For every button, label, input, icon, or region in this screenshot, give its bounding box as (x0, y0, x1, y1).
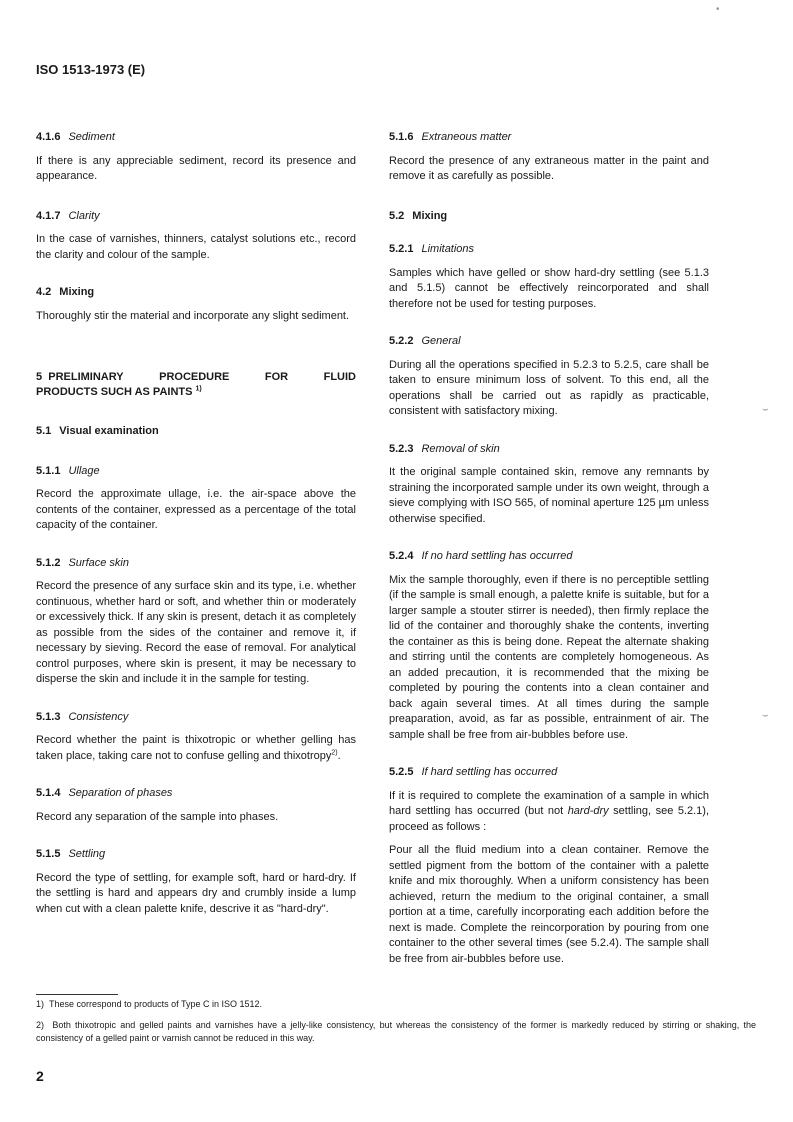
paragraph-5-1-6: Record the presence of any extraneous matter in the paint and remove it as carefully as possible. (389, 154, 709, 182)
paragraph-5-1-4: Record any separation of the sample into phases. (36, 810, 279, 823)
heading-5-2-2: 5.2.2 General (389, 335, 461, 347)
paragraph-5-2-5-b: Pour all the fluid medium into a clean container. Remove the settled pigment from the bottom of the container with a palette knife and mix thoroughly. When a uniform consistency has been achieved, return the medium to the original container, a small portion at a time, carefully incorporating each addition before the next is made. Complete the reincorporation by pouring from one container to the other several times (see 5.2.4). The sample shall be free from air-bubbles before use. (389, 844, 709, 965)
heading-4-1-6: 4.1.6 Sediment (36, 131, 115, 143)
paragraph-5-1-2: Record the presence of any surface skin and its type, i.e. whether continuous, whether hard or soft, and whether thin or moderately or excessively thick. If any skin is present, detach it as completely as possible from the sides of the container and remove it, if necessary by sieving. Record the ease of removal. For analytical control purposes, where skin is present, it may be necessary to disperse the skin and include it in the sample for testing. (36, 580, 356, 685)
paragraph-5-2-4: Mix the sample thoroughly, even if there is no perceptible settling (if the sample is small enough, a palette knife is suitable, but for a larger sample a stouter stirrer is needed), then firmly replace the lid of the container and thoroughly shake the contents, inverting the container as this is being done. Repeat the alternate shaking and stirring until the contents are completely homogeneous. As an added precaution, it is recommended that the mixing be completed by pouring the contents into a clean container and back again several times. At all times during the sample preaparation, avoid, as far as possible, entrainment of air. The sample shall be free from air-bubbles before use. (389, 573, 709, 741)
heading-5-2-5: 5.2.5 If hard settling has occurred (389, 766, 558, 778)
heading-4-2: 4.2 Mixing (36, 286, 95, 298)
document-header: ISO 1513-1973 (E) (36, 62, 146, 77)
heading-5-2: 5.2 Mixing (389, 209, 448, 222)
heading-5-1: 5.1 Visual examination (36, 425, 159, 437)
paragraph-5-2-1: Samples which have gelled or show hard-dry settling (see 5.1.3 and 5.1.5) cannot be effectively reincorporated and shall therefore not be used for testing purposes. (389, 266, 709, 310)
footnote-2: 2) Both thixotropic and gelled paints and varnishes have a jelly-like consistency, but whereas the consistency of the former is markedly reduced by stirring or shaking, the consistency of a gelled paint or varnish cannot be reduced in this way. (36, 1020, 756, 1043)
page-number: 2 (36, 1068, 44, 1084)
right-column (389, 130, 709, 967)
heading-5-2-4: 5.2.4 If no hard settling has occurred (389, 550, 573, 562)
paragraph-5-2-5-a: If it is required to complete the examination of a sample in which hard settling has occurred (but not hard-dry settling, see 5.2.1), proceed as follows : (389, 789, 710, 833)
footnote-rule (36, 994, 118, 995)
paragraph-4-2: Thoroughly stir the material and incorporate any slight sediment. (36, 309, 350, 322)
heading-5-1-3: 5.1.3 Consistency (36, 710, 129, 723)
scan-mark: ⌣ (762, 710, 769, 721)
left-column (36, 130, 356, 917)
heading-5-1-4: 5.1.4 Separation of phases (36, 787, 173, 799)
heading-5-1-1: 5.1.1 Ullage (36, 464, 100, 477)
heading-5-1-6: 5.1.6 Extraneous matter (389, 131, 512, 143)
heading-5-2-3: 5.2.3 Removal of skin (389, 442, 500, 455)
paragraph-5-1-3: Record whether the paint is thixotropic or whether gelling has taken place, taking care not to confuse gelling and thixotropy$^{2)}$. (36, 734, 356, 762)
heading-5-2-1: 5.2.1 Limitations (389, 243, 475, 255)
heading-5: 5 PRELIMINARY PROCEDURE FOR FLUID PRODUCTS SUCH AS PAINTS $^{1)}$ (36, 371, 356, 398)
scan-mark: • (716, 4, 720, 15)
paragraph-4-1-6: If there is any appreciable sediment, record its presence and appearance. (36, 154, 356, 182)
paragraph-5-1-5: Record the type of settling, for example soft, hard or hard-dry. If the settling is hard and appears dry and crumbly inside a lump when cut with a clean palette knife, descrive it as "hard-dry". (36, 871, 356, 915)
paragraph-5-2-2: During all the operations specified in 5.2.3 to 5.2.5, care shall be taken to ensure minimum loss of solvent. To this end, all the operations shall be carried out as rapidly as practicable, consistent with satisfactory mixing. (389, 358, 709, 417)
heading-5-1-5: 5.1.5 Settling (36, 848, 106, 860)
heading-4-1-7: 4.1.7 Clarity (36, 209, 100, 222)
scan-mark: ⌣ (762, 404, 769, 415)
paragraph-5-1-1: Record the approximate ullage, i.e. the air-space above the contents of the container, expressed as a percentage of the total capacity of the container. (36, 488, 356, 531)
footnote-1: 1) These correspond to products of Type C in ISO 1512. (36, 999, 262, 1009)
paragraph-5-2-3: It the original sample contained skin, remove any remnants by straining the incorporated sample under its own weight, through a sieve complying with ISO 565, of nominal aperture 125 µm unless otherwise specified. (389, 466, 709, 525)
heading-5-1-2: 5.1.2 Surface skin (36, 556, 129, 569)
paragraph-4-1-7: In the case of varnishes, thinners, catalyst solutions etc., record the clarity and colour of the sample. (36, 233, 356, 261)
